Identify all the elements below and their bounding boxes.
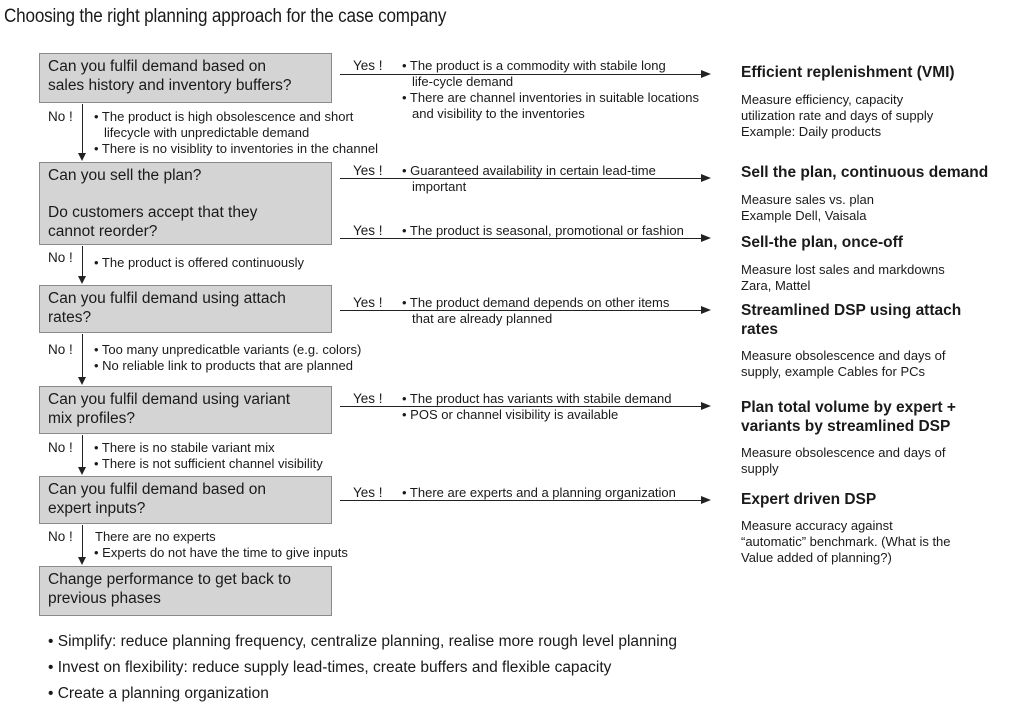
result-desc-line: “automatic” benchmark. (What is the xyxy=(741,534,951,549)
result-title xyxy=(741,63,955,82)
result-title-line: variants by streamlined DSP xyxy=(741,418,951,435)
question-line: expert inputs? xyxy=(48,500,146,517)
yes-label: Yes ! xyxy=(353,295,383,310)
question-box-4 xyxy=(39,386,332,434)
result-title xyxy=(741,398,956,436)
question-line: cannot reorder? xyxy=(48,223,158,240)
question-line: Do customers accept that they xyxy=(48,204,258,221)
reason-line: • Too many unpredicatble variants (e.g. colors) xyxy=(94,342,362,357)
no-reason-list xyxy=(94,529,348,561)
down-arrow-icon xyxy=(78,377,86,385)
no-reason-list xyxy=(94,440,323,472)
reason-line: • There is no stabile variant mix xyxy=(94,440,275,455)
right-arrow-icon xyxy=(701,174,711,182)
down-arrow-icon xyxy=(78,276,86,284)
reason-line: lifecycle with unpredictable demand xyxy=(104,125,310,140)
result-desc-line: Measure accuracy against xyxy=(741,518,893,533)
question-line: Can you fulfil demand based on xyxy=(48,58,267,75)
question-box-1 xyxy=(39,53,332,103)
reason-line: and visibility to the inventories xyxy=(412,106,585,121)
question-line: Can you sell the plan? xyxy=(48,167,202,184)
yes-reason-list xyxy=(402,223,684,239)
question-line: Can you fulfil demand based on xyxy=(48,481,267,498)
result-desc-line: Measure obsolescence and days of xyxy=(741,445,946,460)
down-arrow-icon xyxy=(78,153,86,161)
yes-label: Yes ! xyxy=(353,223,383,238)
result-description xyxy=(741,445,946,477)
result-title-line: Sell-the plan, once-off xyxy=(741,234,903,251)
reason-line: important xyxy=(412,179,467,194)
result-title-line: Sell the plan, continuous demand xyxy=(741,164,989,181)
result-title-line: rates xyxy=(741,321,779,338)
result-description xyxy=(741,518,951,566)
question-line: Can you fulfil demand using attach xyxy=(48,290,286,307)
reason-line: that are already planned xyxy=(412,311,553,326)
yes-reason-list xyxy=(402,295,669,327)
no-label: No ! xyxy=(48,529,73,544)
result-title-line: Efficient replenishment (VMI) xyxy=(741,64,955,81)
result-desc-line: supply xyxy=(741,461,779,476)
result-desc-line: Measure obsolescence and days of xyxy=(741,348,946,363)
reason-line: • The product is offered continuously xyxy=(94,255,305,270)
yes-reason-list xyxy=(402,485,676,501)
question-box-6 xyxy=(39,566,332,616)
result-desc-line: Example: Daily products xyxy=(741,124,882,139)
no-label: No ! xyxy=(48,440,73,455)
question-box-3 xyxy=(39,285,332,333)
right-arrow-icon xyxy=(701,306,711,314)
reason-line: • The product has variants with stabile demand xyxy=(402,391,672,406)
right-arrow-icon xyxy=(701,402,711,410)
yes-label: Yes ! xyxy=(353,485,383,500)
yes-reason-list xyxy=(402,163,656,195)
yes-label: Yes ! xyxy=(353,163,383,178)
right-arrow-icon xyxy=(701,496,711,504)
yes-reason-list xyxy=(402,58,699,122)
yes-reason-list xyxy=(402,391,672,423)
page-title: Choosing the right planning approach for the case company xyxy=(4,6,447,27)
result-desc-line: Zara, Mattel xyxy=(741,278,811,293)
no-reason-list xyxy=(94,109,378,157)
reason-line: • The product is seasonal, promotional or fashion xyxy=(402,223,684,238)
question-line: Can you fulfil demand using variant xyxy=(48,391,291,408)
question-line: previous phases xyxy=(48,590,161,607)
no-reason-list xyxy=(94,255,304,271)
footer-bullet: • Invest on flexibility: reduce supply lead-times, create buffers and flexible capacity xyxy=(48,659,612,676)
result-title xyxy=(741,233,903,252)
result-title-line: Expert driven DSP xyxy=(741,491,877,508)
question-line: mix profiles? xyxy=(48,410,135,427)
no-label: No ! xyxy=(48,109,73,124)
result-description xyxy=(741,348,946,380)
reason-line: • The product is high obsolescence and short xyxy=(94,109,354,124)
footer-bullet: • Create a planning organization xyxy=(48,685,269,702)
no-label: No ! xyxy=(48,342,73,357)
result-description xyxy=(741,192,874,224)
yes-label: Yes ! xyxy=(353,391,383,406)
reason-line: • There is not sufficient channel visibility xyxy=(94,456,323,471)
reason-line: There are no experts xyxy=(95,529,216,544)
reason-line: • There are channel inventories in suitable locations xyxy=(402,90,699,105)
result-desc-line: utilization rate and days of supply xyxy=(741,108,934,123)
result-desc-line: supply, example Cables for PCs xyxy=(741,364,926,379)
result-desc-line: Measure sales vs. plan xyxy=(741,192,874,207)
reason-line: • There are experts and a planning organization xyxy=(402,485,676,500)
down-arrow-icon xyxy=(78,557,86,565)
reason-line: • Guaranteed availability in certain lead-time xyxy=(402,163,656,178)
right-arrow-icon xyxy=(701,70,711,78)
result-desc-line: Measure efficiency, capacity xyxy=(741,92,904,107)
result-title-line: Streamlined DSP using attach xyxy=(741,302,962,319)
result-desc-line: Measure lost sales and markdowns xyxy=(741,262,945,277)
result-title-line: Plan total volume by expert + xyxy=(741,399,956,416)
yes-label: Yes ! xyxy=(353,58,383,73)
reason-line: • The product is a commodity with stabile long xyxy=(402,58,666,73)
no-arrow-line xyxy=(82,435,83,468)
reason-line: • The product demand depends on other items xyxy=(402,295,670,310)
no-arrow-line xyxy=(82,246,83,277)
footer-bullet: • Simplify: reduce planning frequency, centralize planning, realise more rough level planning xyxy=(48,633,677,650)
question-box-5 xyxy=(39,476,332,524)
down-arrow-icon xyxy=(78,467,86,475)
no-label: No ! xyxy=(48,250,73,265)
no-arrow-line xyxy=(82,104,83,154)
no-reason-list xyxy=(94,342,361,374)
right-arrow-icon xyxy=(701,234,711,242)
result-title xyxy=(741,301,961,339)
no-arrow-line xyxy=(82,334,83,378)
result-desc-line: Value added of planning?) xyxy=(741,550,892,565)
reason-line: • There is no visiblity to inventories in the channel xyxy=(94,141,378,156)
question-line: Change performance to get back to xyxy=(48,571,291,588)
reason-line: • Experts do not have the time to give inputs xyxy=(94,545,348,560)
result-description xyxy=(741,262,945,294)
reason-line: • No reliable link to products that are planned xyxy=(94,358,353,373)
result-desc-line: Example Dell, Vaisala xyxy=(741,208,867,223)
result-description xyxy=(741,92,933,140)
question-line: sales history and inventory buffers? xyxy=(48,77,292,94)
question-box-2 xyxy=(39,162,332,245)
no-arrow-line xyxy=(82,525,83,558)
question-line: rates? xyxy=(48,309,92,326)
reason-line: • POS or channel visibility is available xyxy=(402,407,619,422)
reason-line: life-cycle demand xyxy=(412,74,514,89)
result-title xyxy=(741,163,988,182)
result-title xyxy=(741,490,876,509)
